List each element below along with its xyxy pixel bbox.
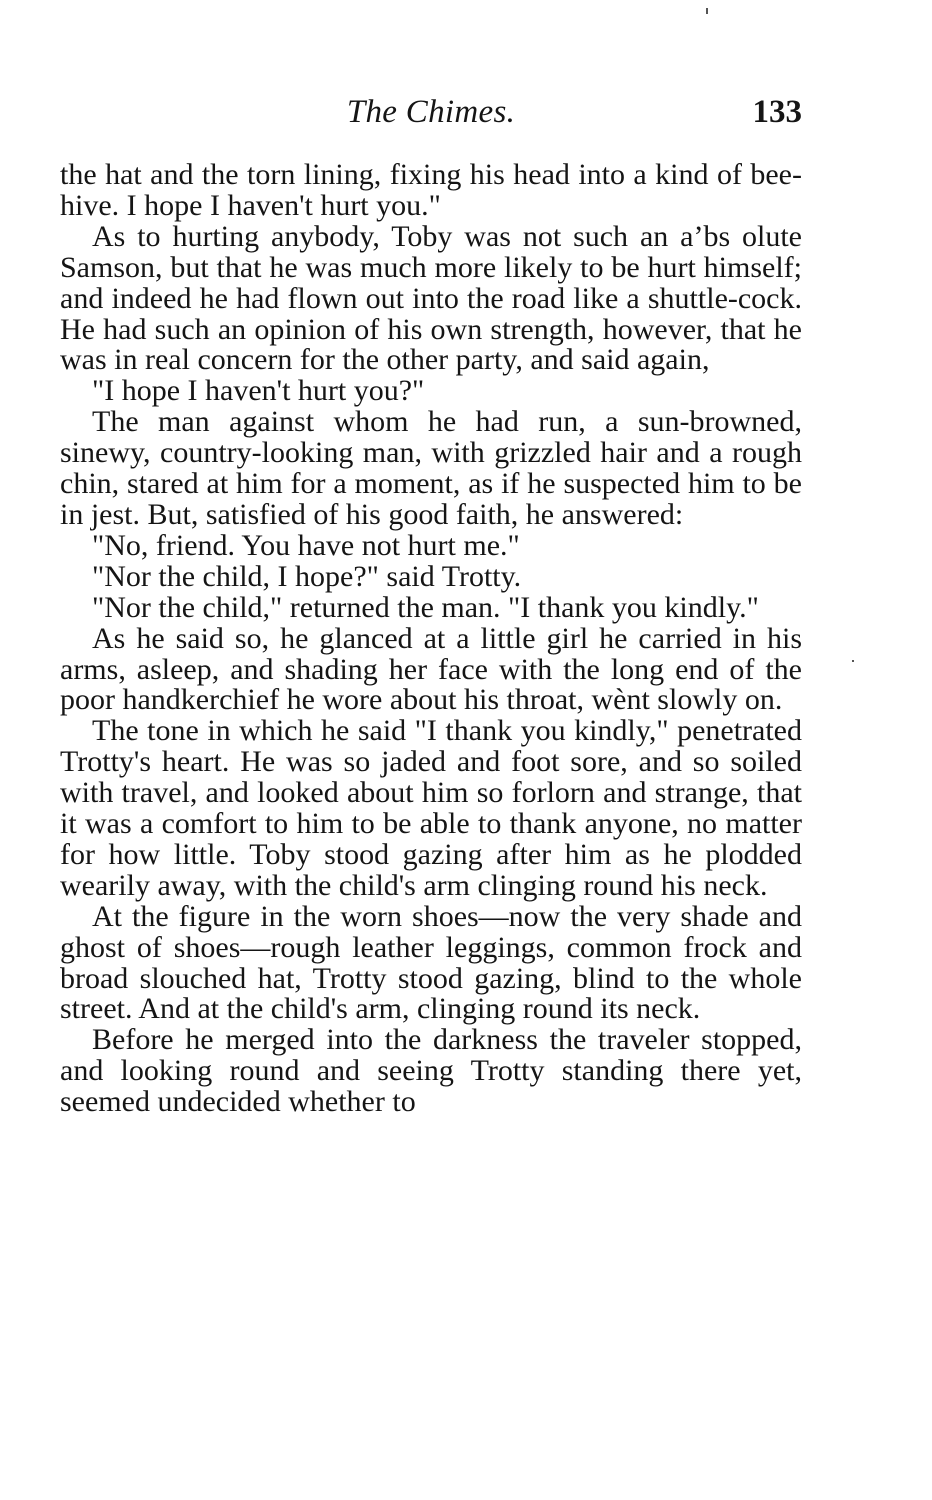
paragraph: As he said so, he glanced at a little girl he carried in his arms, asleep, and shading her face with the long end of the poor handkerchief he wore about his throat, wènt slowly on.	[60, 621, 802, 717]
paragraph: The man against whom he had run, a sun-browned, sinewy, country-looking man, with grizzled hair and a rough chin, stared at him for a moment, as if he suspected him to be in jest. But, satisfied of his good faith, he answered:	[60, 405, 802, 531]
paragraph: At the figure in the worn shoes—now the very shade and ghost of shoes—rough leather leggings, common frock and broad slouched hat, Trotty stood gazing, blind to the whole street. And at the child's arm, clinging round its neck.	[60, 899, 802, 1026]
paragraph: The tone in which he said "I thank you kindly," penetrated Trotty's heart. He was so jaded and foot sore, and so soiled with travel, and looked about him so forlorn and strange, that it was a comfort to him to be able to thank anyone, no matter for how little. Toby stood gazing after him as he plodded wearily away, with the child's arm clinging round his neck.	[60, 714, 802, 902]
paragraph: "Nor the child, I hope?" said Trotty.	[92, 559, 522, 593]
paragraph: "I hope I haven't hurt you?"	[92, 374, 425, 408]
running-title: The Chimes.	[346, 94, 516, 130]
scan-speck	[706, 8, 708, 14]
paragraph: "No, friend. You have not hurt me."	[92, 528, 520, 562]
paragraph: Before he merged into the darkness the traveler stopped, and looking round and seeing Trotty standing there yet, seemed undecided whether to	[60, 1023, 802, 1119]
running-head	[60, 92, 802, 132]
paragraph: the hat and the torn lining, fixing his head into a kind of bee-hive. I hope I haven't hurt you."	[60, 158, 802, 222]
scan-speck	[852, 660, 854, 662]
paragraph: As to hurting anybody, Toby was not such an a’bs olute Samson, but that he was much more likely to be hurt himself; and indeed he had flown out into the road like a shuttle-cock. He had such an opinion of his own strength, however, that he was in real concern for the other party, and said again,	[60, 219, 802, 377]
body-text	[60, 160, 802, 1118]
page-number: 133	[752, 94, 802, 130]
paragraph: "Nor the child," returned the man. "I thank you kindly."	[92, 590, 759, 624]
